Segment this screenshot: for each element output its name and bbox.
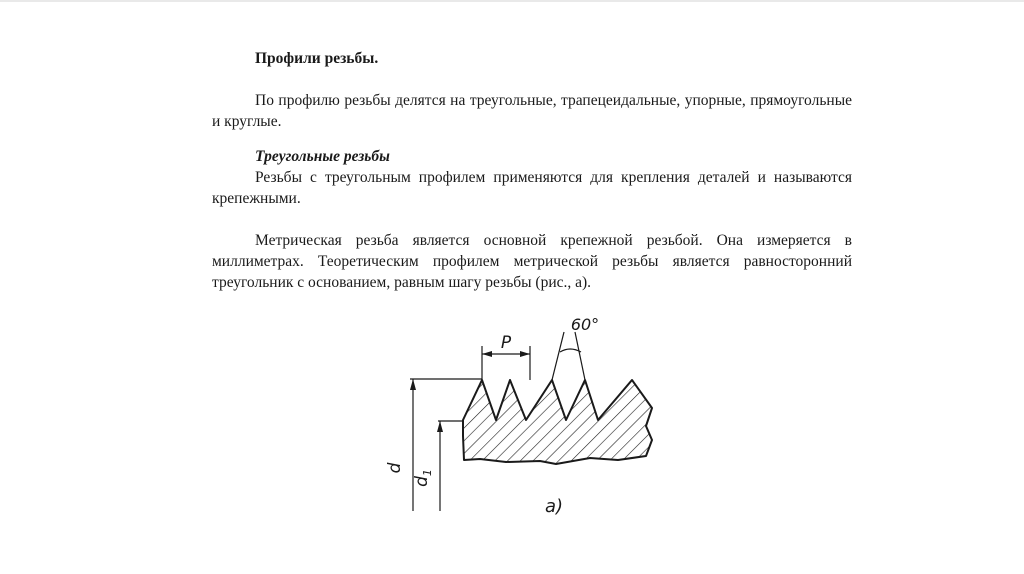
thread-profile-drawing [380,308,680,534]
major-diameter-arrow [410,379,416,390]
angle-label: 60° [570,315,600,334]
major-diameter-label: d [385,462,405,474]
angle-line-right [575,332,585,380]
angle-arc [560,349,581,352]
minor-diameter-arrow [437,421,443,432]
section-heading: Треугольные резьбы [255,148,390,165]
section-paragraph: Резьбы с треугольным профилем применяются для крепления деталей и называются крепежными. [212,169,852,207]
thread-section [463,380,652,464]
doc-title: Профили резьбы. [255,50,379,67]
figure-caption: а) [544,496,564,517]
paragraph-gap [212,209,852,230]
angle-line-left [552,332,564,380]
pitch-arrow-right [520,351,530,357]
minor-diameter-subscript: 1 [421,469,434,477]
document-body [212,48,852,293]
minor-diameter-letter: d [412,476,432,487]
pitch-arrow-left [482,351,492,357]
intro-paragraph: По профилю резьбы делятся на треугольные, трапецеидальные, упорные, прямоугольные и круглые. [212,92,852,130]
top-divider [0,0,1024,2]
minor-diameter-label [412,469,434,487]
pitch-label: P [500,333,512,353]
thread-profile-figure [380,308,680,534]
metric-paragraph: Метрическая резьба является основной крепежной резьбой. Она измеряется в миллиметрах. Теоретическим профилем метрической резьбы является равносторонний треугольник с основанием, равным шагу резьбы (рис., а). [212,232,852,291]
